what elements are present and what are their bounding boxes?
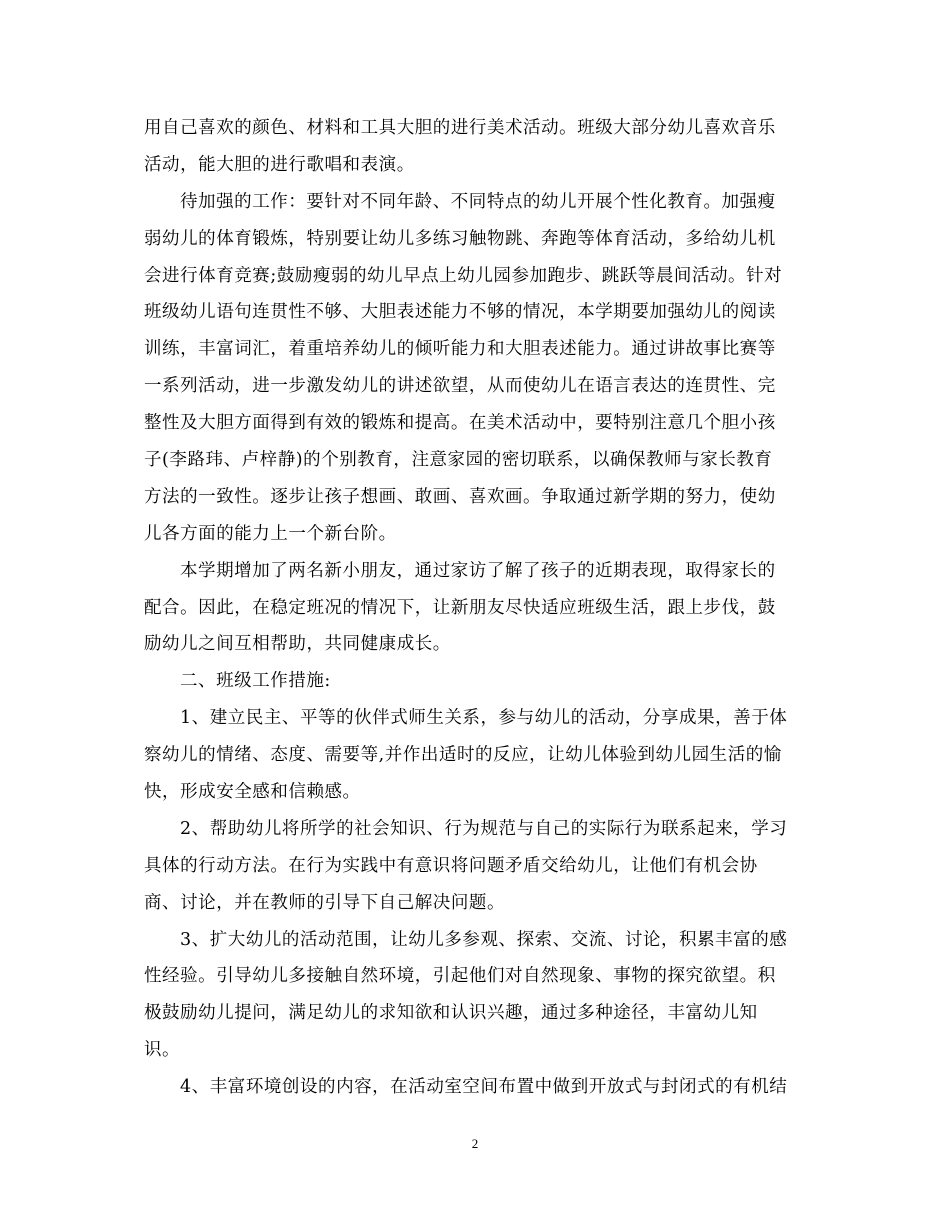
text-line: 活动，能大胆的进行歌唱和表演。 (144, 154, 415, 175)
text-line: 一系列活动，进一步激发幼儿的讲述欲望，从而使幼儿在语言表达的连贯性、完 (144, 376, 776, 397)
text-line: 励幼儿之间互相帮助，共同健康成长。 (144, 634, 451, 655)
text-line: 极鼓励幼儿提问，满足幼儿的求知欲和认识兴趣，通过多种途径，丰富幼儿知 (144, 1003, 758, 1024)
text-line: 用自己喜欢的颜色、材料和工具大胆的进行美术活动。班级大部分幼儿喜欢音乐 (144, 118, 776, 138)
text-line: 班级幼儿语句连贯性不够、大胆表述能力不够的情况，本学期要加强幼儿的阅读 (144, 302, 776, 323)
text-line: 具体的行动方法。在行为实践中有意识将问题矛盾交给幼儿，让他们有机会协 (144, 855, 758, 876)
text-line: 整性及大胆方面得到有效的锻炼和提高。在美术活动中，要特别注意几个胆小孩 (144, 413, 776, 434)
text-line: 本学期增加了两名新小朋友，通过家访了解了孩子的近期表现，取得家长的 (180, 560, 776, 581)
text-line: 快，形成安全感和信赖感。 (144, 782, 361, 803)
text-line: 2、帮助幼儿将所学的社会知识、行为规范与自己的实际行为联系起来，学习 (180, 818, 788, 839)
text-line: 3、扩大幼儿的活动范围，让幼儿多参观、探索、交流、讨论，积累丰富的感 (180, 929, 788, 950)
text-line: 商、讨论，并在教师的引导下自己解决问题。 (144, 892, 505, 913)
text-line: 子(李路玮、卢梓静)的个别教育，注意家园的密切联系，以确保教师与家长教育 (144, 450, 773, 471)
text-line: 察幼儿的情绪、态度、需要等,并作出适时的反应，让幼儿体验到幼儿园生活的愉 (144, 745, 782, 766)
document-body (144, 110, 810, 1106)
text-line: 儿各方面的能力上一个新台阶。 (144, 523, 397, 544)
text-line: 方法的一致性。逐步让孩子想画、敢画、喜欢画。争取通过新学期的努力，使幼 (144, 486, 776, 507)
text-line: 性经验。引导幼儿多接触自然环境，引起他们对自然现象、事物的探究欲望。积 (144, 966, 776, 987)
text-line: 训练，丰富词汇，着重培养幼儿的倾听能力和大胆表述能力。通过讲故事比赛等 (144, 339, 776, 360)
text-line: 识。 (144, 1040, 181, 1061)
text-line: 配合。因此，在稳定班况的情况下，让新朋友尽快适应班级生活，跟上步伐，鼓 (144, 597, 776, 618)
text-line: 待加强的工作：要针对不同年龄、不同特点的幼儿开展个性化教育。加强瘦 (180, 191, 776, 212)
text-line: 1、建立民主、平等的伙伴式师生关系，参与幼儿的活动，分享成果，善于体 (180, 708, 788, 729)
text-line: 二、班级工作措施: (180, 671, 331, 692)
text-line: 4、丰富环境创设的内容，在活动室空间布置中做到开放式与封闭式的有机结 (180, 1077, 788, 1098)
text-line: 会进行体育竞赛;鼓励瘦弱的幼儿早点上幼儿园参加跑步、跳跃等晨间活动。针对 (144, 265, 783, 286)
text-line: 弱幼儿的体育锻炼，特别要让幼儿多练习触物跳、奔跑等体育活动，多给幼儿机 (144, 228, 776, 249)
page-number: 2 (471, 1136, 479, 1151)
